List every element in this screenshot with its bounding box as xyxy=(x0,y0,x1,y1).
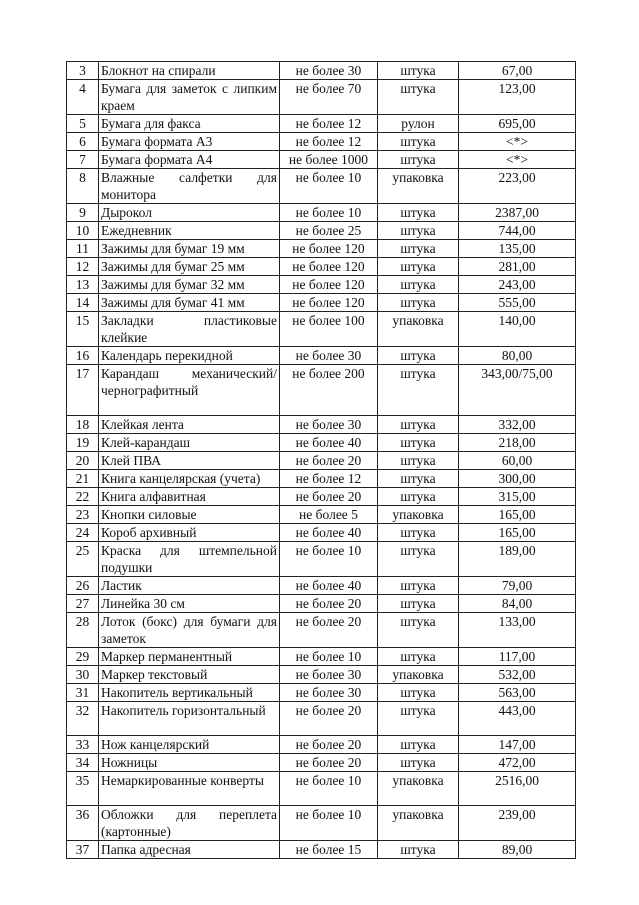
item-name: Обложки для переплета (картонные) xyxy=(99,806,280,841)
quantity-limit: не более 12 xyxy=(280,470,378,488)
unit-price: 315,00 xyxy=(459,488,576,506)
unit-price: 218,00 xyxy=(459,434,576,452)
quantity-limit: не более 40 xyxy=(280,434,378,452)
unit-of-measure: штука xyxy=(378,684,459,702)
unit-of-measure: штука xyxy=(378,470,459,488)
item-name: Календарь перекидной xyxy=(99,347,280,365)
quantity-limit: не более 5 xyxy=(280,506,378,524)
supplies-table-body xyxy=(67,62,576,859)
table-row xyxy=(67,595,576,613)
row-number: 17 xyxy=(67,365,99,416)
quantity-limit: не более 20 xyxy=(280,702,378,736)
quantity-limit: не более 20 xyxy=(280,452,378,470)
quantity-limit: не более 10 xyxy=(280,806,378,841)
table-row xyxy=(67,365,576,416)
quantity-limit: не более 200 xyxy=(280,365,378,416)
quantity-limit: не более 10 xyxy=(280,772,378,806)
item-name: Бумага для факса xyxy=(99,115,280,133)
quantity-limit: не более 70 xyxy=(280,80,378,115)
table-row xyxy=(67,470,576,488)
table-row xyxy=(67,806,576,841)
unit-of-measure: штука xyxy=(378,648,459,666)
unit-price: 2387,00 xyxy=(459,204,576,222)
row-number: 25 xyxy=(67,542,99,577)
table-row xyxy=(67,754,576,772)
quantity-limit: не более 10 xyxy=(280,648,378,666)
unit-of-measure: рулон xyxy=(378,115,459,133)
table-row xyxy=(67,684,576,702)
unit-of-measure: штука xyxy=(378,240,459,258)
table-row xyxy=(67,841,576,859)
unit-of-measure: штука xyxy=(378,365,459,416)
unit-price: 117,00 xyxy=(459,648,576,666)
row-number: 35 xyxy=(67,772,99,806)
table-row xyxy=(67,613,576,648)
table-row xyxy=(67,648,576,666)
unit-of-measure: штука xyxy=(378,542,459,577)
quantity-limit: не более 20 xyxy=(280,754,378,772)
unit-price: 300,00 xyxy=(459,470,576,488)
table-row xyxy=(67,347,576,365)
supplies-table xyxy=(66,61,576,859)
quantity-limit: не более 120 xyxy=(280,276,378,294)
row-number: 8 xyxy=(67,169,99,204)
quantity-limit: не более 30 xyxy=(280,666,378,684)
row-number: 10 xyxy=(67,222,99,240)
unit-price: <*> xyxy=(459,133,576,151)
row-number: 32 xyxy=(67,702,99,736)
unit-price: 281,00 xyxy=(459,258,576,276)
table-row xyxy=(67,62,576,80)
table-row xyxy=(67,151,576,169)
item-name: Книга канцелярская (учета) xyxy=(99,470,280,488)
unit-price: <*> xyxy=(459,151,576,169)
item-name: Блокнот на спирали xyxy=(99,62,280,80)
unit-of-measure: упаковка xyxy=(378,806,459,841)
row-number: 16 xyxy=(67,347,99,365)
item-name: Зажимы для бумаг 25 мм xyxy=(99,258,280,276)
quantity-limit: не более 12 xyxy=(280,115,378,133)
quantity-limit: не более 10 xyxy=(280,204,378,222)
unit-price: 147,00 xyxy=(459,736,576,754)
row-number: 21 xyxy=(67,470,99,488)
item-name: Накопитель вертикальный xyxy=(99,684,280,702)
unit-price: 343,00/75,00 xyxy=(459,365,576,416)
unit-of-measure: штука xyxy=(378,347,459,365)
quantity-limit: не более 15 xyxy=(280,841,378,859)
table-row xyxy=(67,452,576,470)
item-name: Нож канцелярский xyxy=(99,736,280,754)
item-name: Короб архивный xyxy=(99,524,280,542)
table-row xyxy=(67,577,576,595)
row-number: 24 xyxy=(67,524,99,542)
item-name: Зажимы для бумаг 41 мм xyxy=(99,294,280,312)
quantity-limit: не более 30 xyxy=(280,684,378,702)
item-name: Влажные салфетки для монитора xyxy=(99,169,280,204)
unit-of-measure: упаковка xyxy=(378,169,459,204)
unit-price: 165,00 xyxy=(459,506,576,524)
quantity-limit: не более 10 xyxy=(280,169,378,204)
unit-price: 472,00 xyxy=(459,754,576,772)
unit-price: 84,00 xyxy=(459,595,576,613)
unit-of-measure: штука xyxy=(378,754,459,772)
item-name: Кнопки силовые xyxy=(99,506,280,524)
item-name: Лоток (бокс) для бумаги для заметок xyxy=(99,613,280,648)
row-number: 33 xyxy=(67,736,99,754)
unit-price: 239,00 xyxy=(459,806,576,841)
unit-of-measure: штука xyxy=(378,80,459,115)
quantity-limit: не более 120 xyxy=(280,258,378,276)
item-name: Накопитель горизонтальный xyxy=(99,702,280,736)
quantity-limit: не более 20 xyxy=(280,595,378,613)
row-number: 12 xyxy=(67,258,99,276)
row-number: 15 xyxy=(67,312,99,347)
item-name: Краска для штемпельной подушки xyxy=(99,542,280,577)
unit-price: 80,00 xyxy=(459,347,576,365)
unit-price: 443,00 xyxy=(459,702,576,736)
unit-price: 563,00 xyxy=(459,684,576,702)
item-name: Линейка 30 см xyxy=(99,595,280,613)
table-row xyxy=(67,222,576,240)
row-number: 4 xyxy=(67,80,99,115)
item-name: Ежедневник xyxy=(99,222,280,240)
table-row xyxy=(67,312,576,347)
item-name: Ножницы xyxy=(99,754,280,772)
unit-of-measure: штука xyxy=(378,613,459,648)
table-row xyxy=(67,80,576,115)
item-name: Клей ПВА xyxy=(99,452,280,470)
item-name: Дырокол xyxy=(99,204,280,222)
unit-of-measure: штука xyxy=(378,736,459,754)
quantity-limit: не более 40 xyxy=(280,577,378,595)
unit-price: 555,00 xyxy=(459,294,576,312)
unit-of-measure: штука xyxy=(378,133,459,151)
item-name: Бумага формата A4 xyxy=(99,151,280,169)
table-row xyxy=(67,506,576,524)
item-name: Карандаш механический/чернографитный xyxy=(99,365,280,416)
row-number: 3 xyxy=(67,62,99,80)
item-name: Зажимы для бумаг 19 мм xyxy=(99,240,280,258)
quantity-limit: не более 25 xyxy=(280,222,378,240)
unit-of-measure: штука xyxy=(378,276,459,294)
item-name: Клей-карандаш xyxy=(99,434,280,452)
row-number: 7 xyxy=(67,151,99,169)
quantity-limit: не более 20 xyxy=(280,488,378,506)
row-number: 11 xyxy=(67,240,99,258)
table-row xyxy=(67,772,576,806)
row-number: 18 xyxy=(67,416,99,434)
row-number: 36 xyxy=(67,806,99,841)
quantity-limit: не более 120 xyxy=(280,294,378,312)
table-row xyxy=(67,276,576,294)
unit-of-measure: штука xyxy=(378,452,459,470)
quantity-limit: не более 100 xyxy=(280,312,378,347)
unit-price: 60,00 xyxy=(459,452,576,470)
unit-price: 123,00 xyxy=(459,80,576,115)
table-row xyxy=(67,736,576,754)
item-name: Клейкая лента xyxy=(99,416,280,434)
table-row xyxy=(67,488,576,506)
unit-of-measure: штука xyxy=(378,577,459,595)
unit-price: 133,00 xyxy=(459,613,576,648)
table-row xyxy=(67,416,576,434)
unit-of-measure: штука xyxy=(378,204,459,222)
unit-of-measure: штука xyxy=(378,222,459,240)
row-number: 26 xyxy=(67,577,99,595)
unit-price: 223,00 xyxy=(459,169,576,204)
unit-price: 140,00 xyxy=(459,312,576,347)
quantity-limit: не более 120 xyxy=(280,240,378,258)
item-name: Ластик xyxy=(99,577,280,595)
unit-of-measure: штука xyxy=(378,294,459,312)
row-number: 5 xyxy=(67,115,99,133)
row-number: 29 xyxy=(67,648,99,666)
table-row xyxy=(67,702,576,736)
row-number: 9 xyxy=(67,204,99,222)
unit-of-measure: штука xyxy=(378,524,459,542)
quantity-limit: не более 12 xyxy=(280,133,378,151)
unit-of-measure: штука xyxy=(378,258,459,276)
unit-of-measure: штука xyxy=(378,702,459,736)
table-row xyxy=(67,524,576,542)
unit-of-measure: штука xyxy=(378,62,459,80)
row-number: 28 xyxy=(67,613,99,648)
item-name: Книга алфавитная xyxy=(99,488,280,506)
quantity-limit: не более 1000 xyxy=(280,151,378,169)
row-number: 31 xyxy=(67,684,99,702)
unit-of-measure: упаковка xyxy=(378,772,459,806)
quantity-limit: не более 20 xyxy=(280,613,378,648)
unit-price: 79,00 xyxy=(459,577,576,595)
row-number: 20 xyxy=(67,452,99,470)
unit-price: 695,00 xyxy=(459,115,576,133)
unit-of-measure: штука xyxy=(378,488,459,506)
unit-price: 67,00 xyxy=(459,62,576,80)
unit-price: 744,00 xyxy=(459,222,576,240)
unit-of-measure: штука xyxy=(378,434,459,452)
table-row xyxy=(67,240,576,258)
row-number: 34 xyxy=(67,754,99,772)
unit-of-measure: упаковка xyxy=(378,312,459,347)
row-number: 23 xyxy=(67,506,99,524)
row-number: 6 xyxy=(67,133,99,151)
unit-of-measure: штука xyxy=(378,841,459,859)
item-name: Маркер текстовый xyxy=(99,666,280,684)
row-number: 19 xyxy=(67,434,99,452)
unit-price: 189,00 xyxy=(459,542,576,577)
item-name: Бумага для заметок с липким краем xyxy=(99,80,280,115)
table-row xyxy=(67,542,576,577)
unit-price: 89,00 xyxy=(459,841,576,859)
item-name: Бумага формата A3 xyxy=(99,133,280,151)
table-row xyxy=(67,115,576,133)
quantity-limit: не более 30 xyxy=(280,416,378,434)
item-name: Зажимы для бумаг 32 мм xyxy=(99,276,280,294)
table-row xyxy=(67,204,576,222)
unit-of-measure: упаковка xyxy=(378,506,459,524)
table-row xyxy=(67,169,576,204)
table-row xyxy=(67,258,576,276)
unit-price: 532,00 xyxy=(459,666,576,684)
unit-price: 2516,00 xyxy=(459,772,576,806)
item-name: Маркер перманентный xyxy=(99,648,280,666)
row-number: 30 xyxy=(67,666,99,684)
item-name: Папка адресная xyxy=(99,841,280,859)
table-row xyxy=(67,294,576,312)
row-number: 14 xyxy=(67,294,99,312)
quantity-limit: не более 40 xyxy=(280,524,378,542)
row-number: 22 xyxy=(67,488,99,506)
table-row xyxy=(67,133,576,151)
unit-of-measure: упаковка xyxy=(378,666,459,684)
unit-price: 165,00 xyxy=(459,524,576,542)
row-number: 27 xyxy=(67,595,99,613)
quantity-limit: не более 30 xyxy=(280,347,378,365)
unit-price: 135,00 xyxy=(459,240,576,258)
row-number: 13 xyxy=(67,276,99,294)
quantity-limit: не более 10 xyxy=(280,542,378,577)
unit-of-measure: штука xyxy=(378,595,459,613)
item-name: Немаркированные конверты xyxy=(99,772,280,806)
unit-price: 332,00 xyxy=(459,416,576,434)
unit-of-measure: штука xyxy=(378,151,459,169)
quantity-limit: не более 30 xyxy=(280,62,378,80)
unit-price: 243,00 xyxy=(459,276,576,294)
table-row xyxy=(67,666,576,684)
unit-of-measure: штука xyxy=(378,416,459,434)
item-name: Закладки пластиковые клейкие xyxy=(99,312,280,347)
table-row xyxy=(67,434,576,452)
row-number: 37 xyxy=(67,841,99,859)
quantity-limit: не более 20 xyxy=(280,736,378,754)
